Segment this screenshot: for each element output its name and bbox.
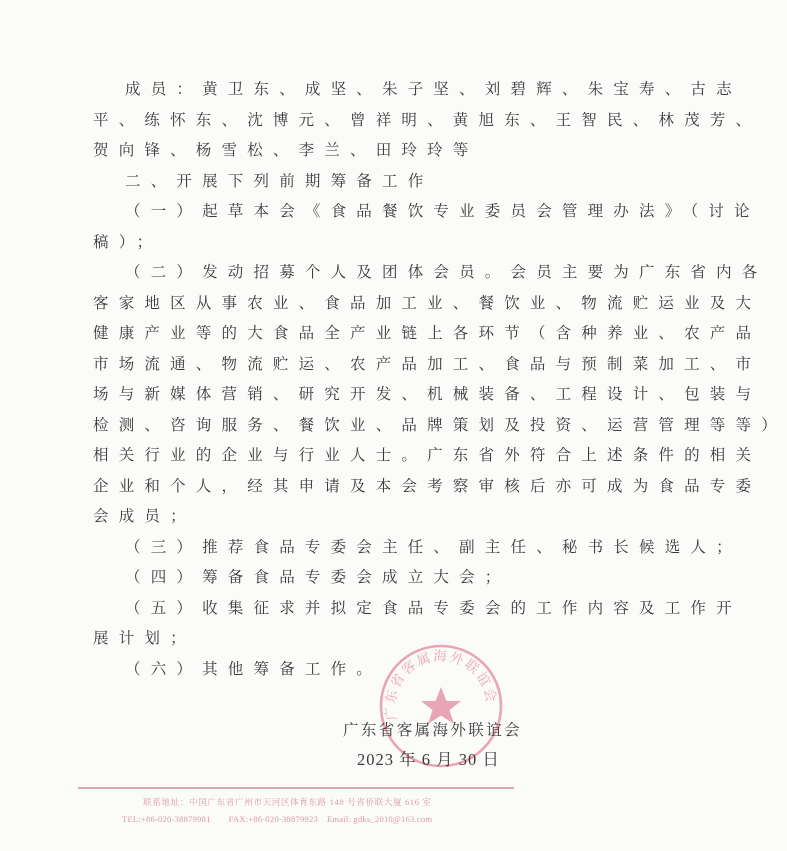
footer-address: 联系地址：中国广东省广州市天河区体育东路 148 号省侨联大厦 616 室 — [143, 797, 432, 807]
item-5-line-2: 展计划； — [93, 629, 196, 647]
item-6-line-1: （六）其他筹备工作。 — [125, 660, 383, 678]
item-4-line-1: （四）筹备食品专委会成立大会； — [125, 568, 511, 586]
item-2-line-8: 企业和个人，经其申请及本会考察审核后亦可成为食品专委 — [93, 477, 762, 495]
item-2-line-9: 会成员； — [93, 507, 196, 525]
footer-tel: TEL:+86-020-38879981 — [122, 814, 211, 824]
item-2-line-7: 相关行业的企业与行业人士。广东省外符合上述条件的相关 — [93, 446, 762, 464]
section-heading: 二、开展下列前期筹备工作 — [125, 172, 434, 190]
footer-fax: FAX:+86-020-38879923 — [228, 814, 318, 824]
item-3-line-1: （三）推荐食品专委会主任、副主任、秘书长候选人； — [125, 538, 742, 556]
footer-divider — [78, 787, 514, 789]
item-1-line-1: （一）起草本会《食品餐饮专业委员会管理办法》（讨论 — [125, 202, 760, 220]
item-5-line-1: （五）收集征求并拟定食品专委会的工作内容及工作开 — [125, 599, 742, 617]
signature-organization: 广东省客属海外联谊会 — [343, 721, 523, 739]
item-2-line-3: 健康产业等的大食品全产业链上各环节（含种养业、农产品 — [93, 324, 762, 342]
item-2-line-6: 检测、咨询服务、餐饮业、品牌策划及投资、运营管理等等） — [93, 416, 787, 434]
seal-text-path: 广东省客属海外联谊会 — [382, 648, 500, 722]
item-2-line-4: 市场流通、物流贮运、农产品加工、食品与预制菜加工、市 — [93, 355, 762, 373]
item-2-line-1: （二）发动招募个人及团体会员。会员主要为广东省内各 — [125, 263, 768, 281]
item-2-line-2: 客家地区从事农业、食品加工业、餐饮业、物流贮运业及大 — [93, 294, 762, 312]
members-line-2: 平、练怀东、沈博元、曾祥明、黄旭东、王智民、林茂芳、 — [93, 111, 762, 129]
item-2-line-5: 场与新媒体营销、研究开发、机械装备、工程设计、包装与 — [93, 385, 762, 403]
footer-email: Email: gdks_2010@163.com — [326, 814, 433, 824]
signature-date: 2023 年 6 月 30 日 — [357, 750, 500, 769]
members-line-3: 贺向锋、杨雪松、李兰、田玲玲等 — [93, 141, 479, 159]
members-line-1: 成员：黄卫东、成坚、朱子坚、刘碧辉、朱宝寿、古志 — [125, 80, 742, 98]
item-1-line-2: 稿）； — [93, 233, 163, 251]
footer-contact — [122, 812, 432, 826]
